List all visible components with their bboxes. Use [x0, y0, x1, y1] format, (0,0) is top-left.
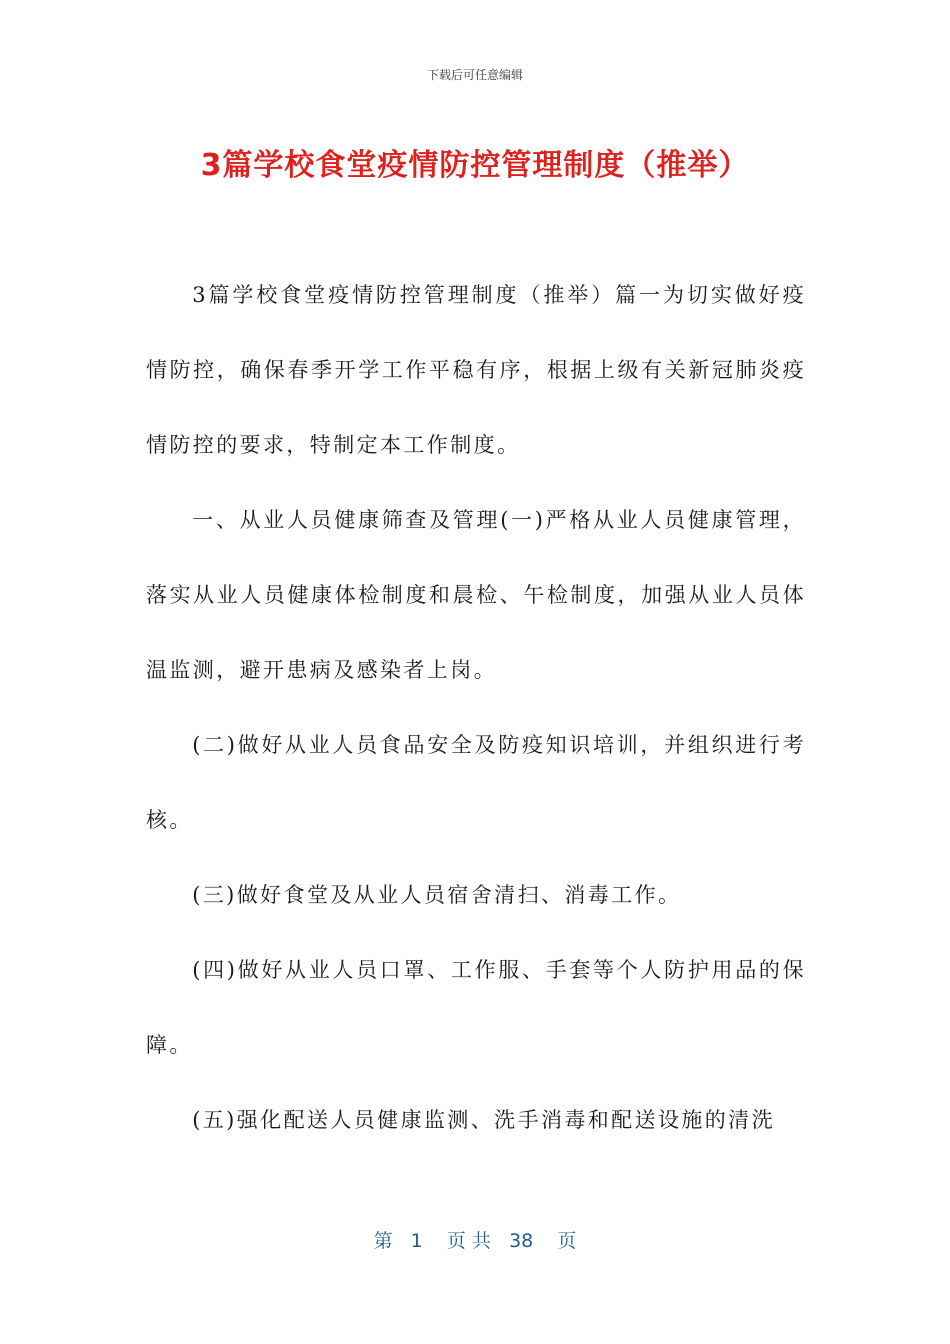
document-body — [146, 258, 806, 1158]
paragraph-section-1: 一、从业人员健康筛查及管理(一)严格从业人员健康管理，落实从业人员健康体检制度和晨检、午检制度，加强从业人员体温监测，避开患病及感染者上岗。 — [146, 508, 806, 682]
document-title: 3篇学校食堂疫情防控管理制度（推举） — [200, 148, 750, 183]
header-note: 下载后可任意编辑 — [426, 68, 523, 82]
paragraph-item-4: (四)做好从业人员口罩、工作服、手套等个人防护用品的保障。 — [146, 958, 806, 1057]
paragraph-item-3: (三)做好食堂及从业人员宿舍清扫、消毒工作。 — [192, 883, 682, 907]
page-number: 第 1 页 共 38 页 — [373, 1230, 577, 1252]
paragraph-item-2: (二)做好从业人员食品安全及防疫知识培训，并组织进行考核。 — [146, 733, 806, 832]
paragraph-intro: 3篇学校食堂疫情防控管理制度（推举）篇一为切实做好疫情防控，确保春季开学工作平稳有序，根据上级有关新冠肺炎疫情防控的要求，特制定本工作制度。 — [146, 283, 806, 457]
paragraph-item-5: (五)强化配送人员健康监测、洗手消毒和配送设施的清洗 — [192, 1108, 775, 1132]
